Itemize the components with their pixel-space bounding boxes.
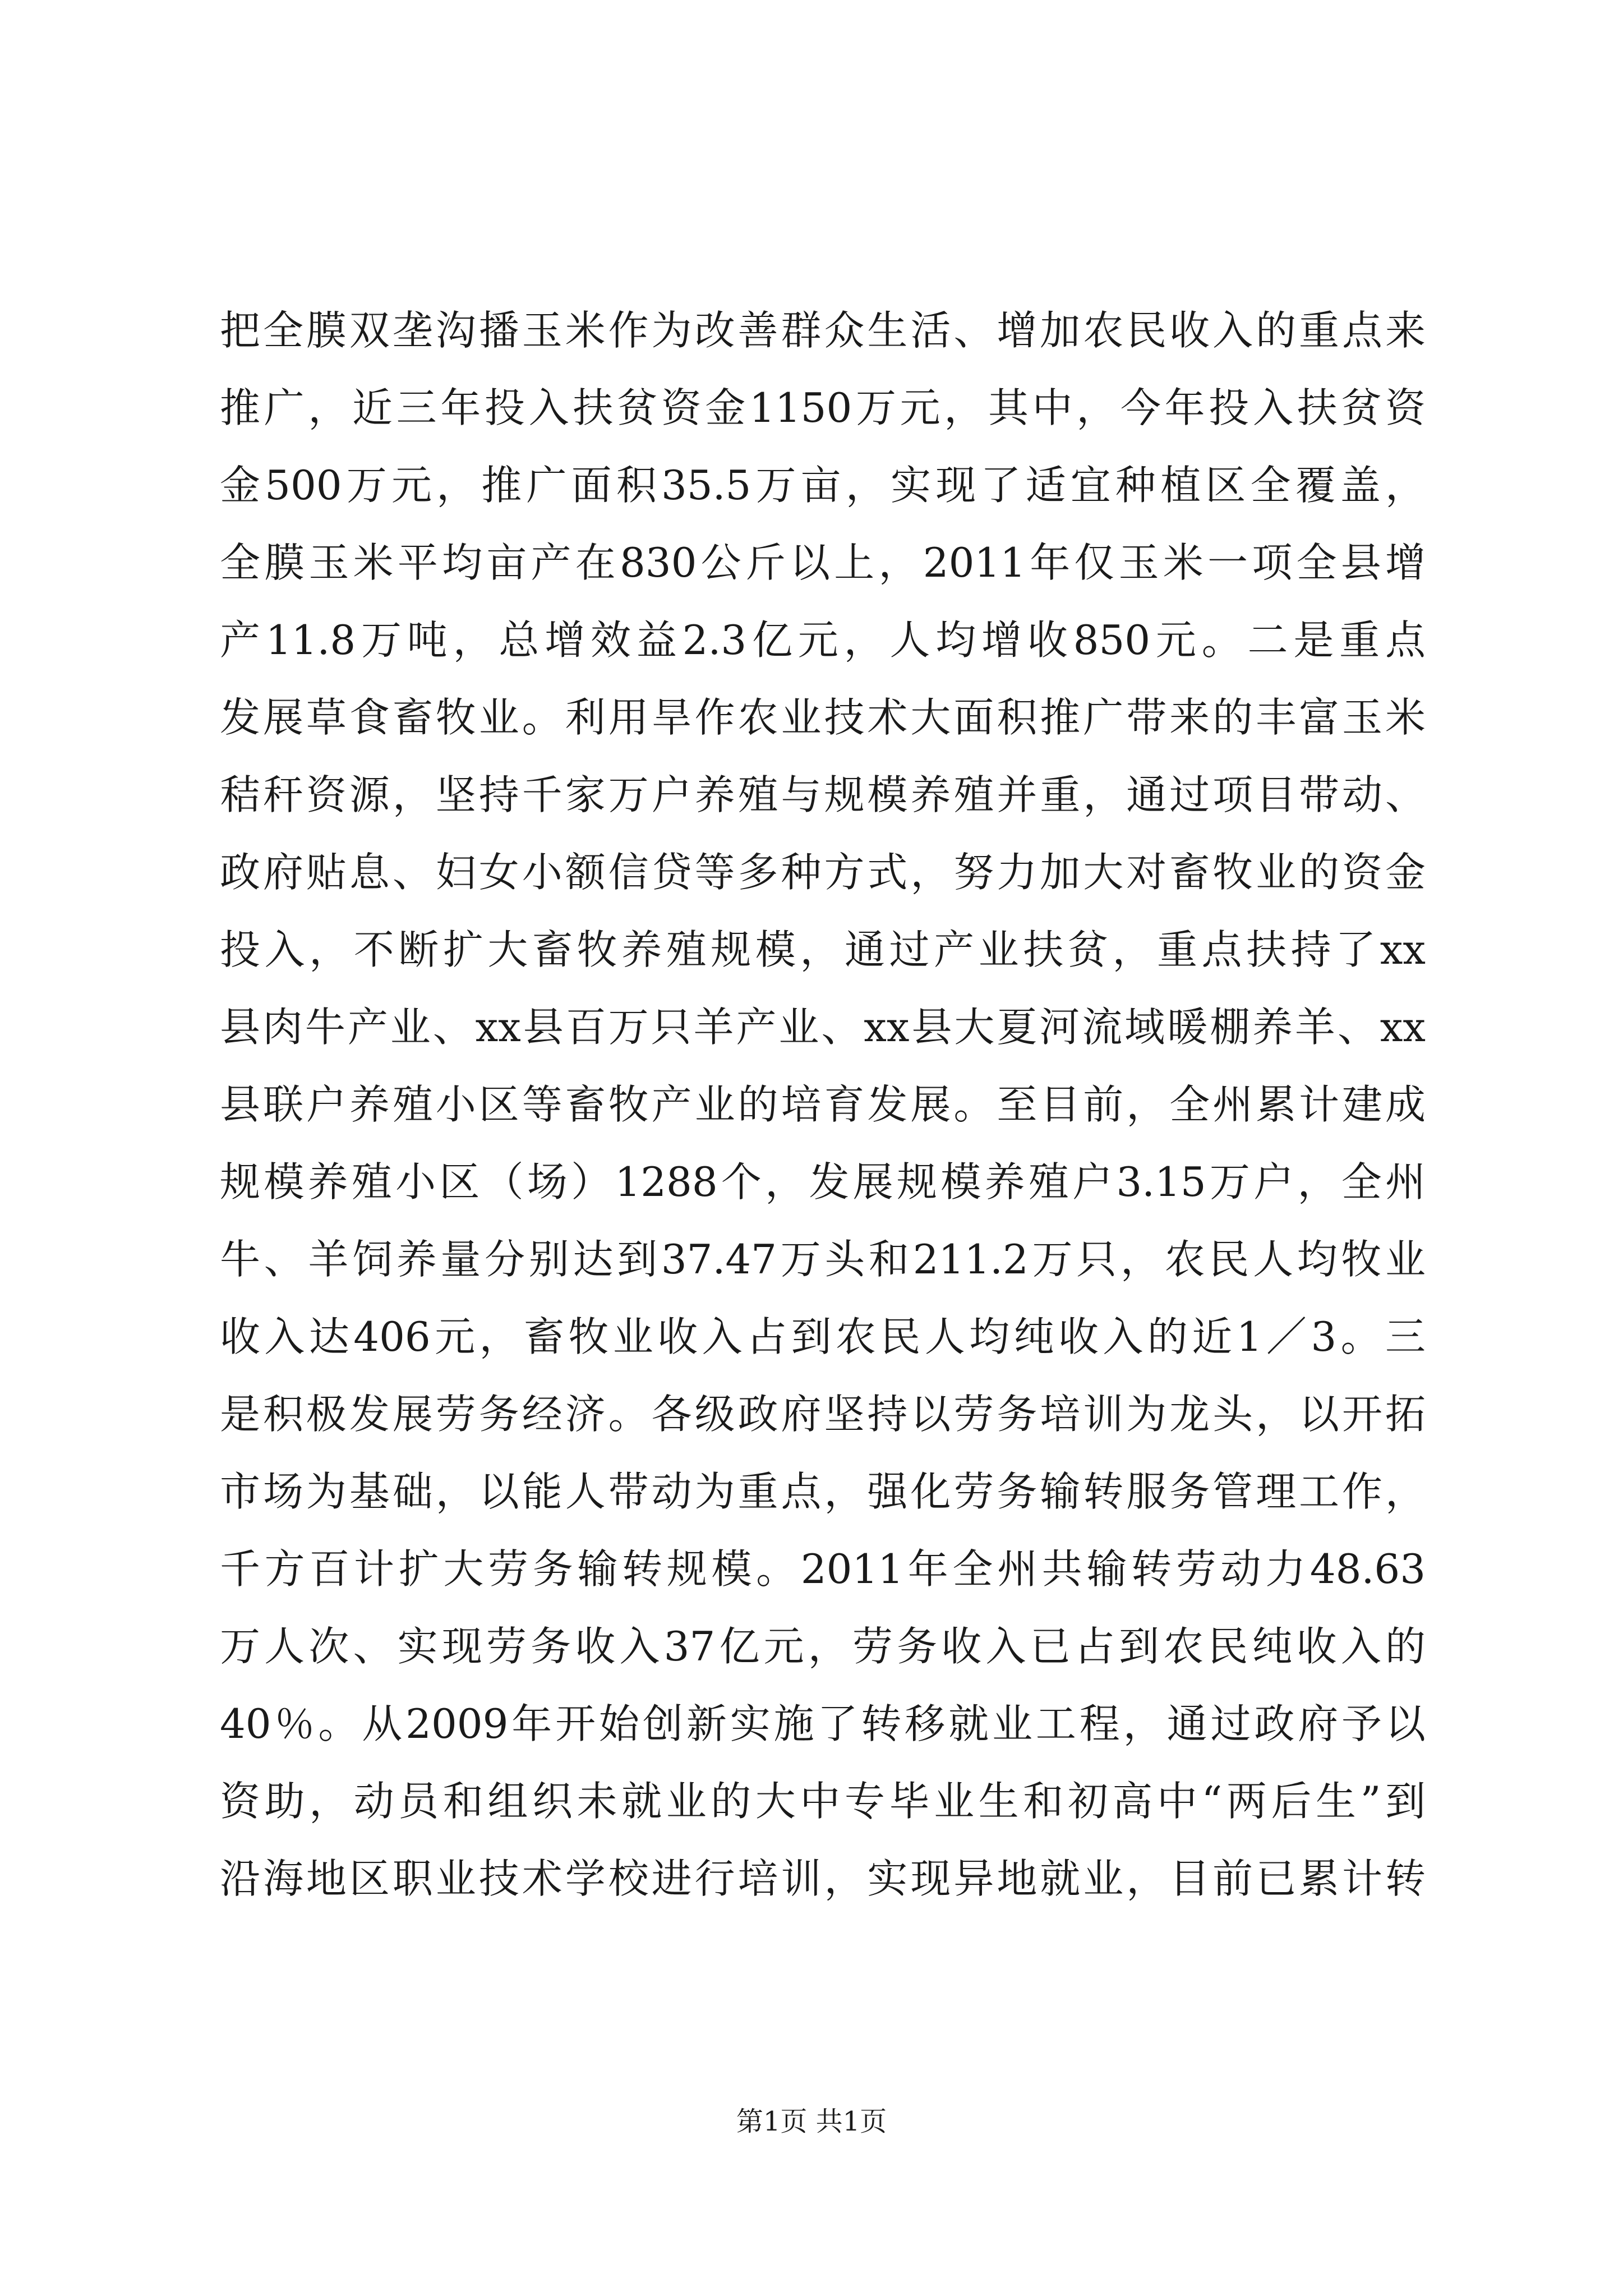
text-line: 40％。从2009年开始创新实施了转移就业工程，通过政府予以	[220, 1700, 1426, 1747]
text-line: 投入，不断扩大畜牧养殖规模，通过产业扶贫，重点扶持了xx	[220, 926, 1426, 973]
text-line: 金500万元，推广面积35.5万亩，实现了适宜种植区全覆盖，	[220, 462, 1426, 509]
text-line: 市场为基础，以能人带动为重点，强化劳务输转服务管理工作，	[220, 1468, 1426, 1515]
page-footer	[0, 2105, 1623, 2138]
text-line: 沿海地区职业技术学校进行培训，实现异地就业，目前已累计转	[220, 1855, 1426, 1902]
text-line: 万人次、实现劳务收入37亿元，劳务收入已占到农民纯收入的	[220, 1623, 1426, 1670]
text-line: 发展草食畜牧业。利用旱作农业技术大面积推广带来的丰富玉米	[220, 694, 1426, 741]
text-line: 资助，动员和组织未就业的大中专毕业生和初高中“两后生”到	[220, 1778, 1426, 1825]
text-line: 规模养殖小区（场）1288个，发展规模养殖户3.15万户，全州	[220, 1158, 1426, 1205]
text-line: 全膜玉米平均亩产在830公斤以上，2011年仅玉米一项全县增	[220, 539, 1426, 586]
body-text	[220, 292, 1426, 1917]
page-number-label: 第1页 共1页	[736, 2106, 887, 2137]
text-line: 把全膜双垄沟播玉米作为改善群众生活、增加农民收入的重点来	[220, 307, 1426, 354]
text-line: 县肉牛产业、xx县百万只羊产业、xx县大夏河流域暖棚养羊、xx	[220, 1004, 1426, 1051]
text-line: 秸秆资源，坚持千家万户养殖与规模养殖并重，通过项目带动、	[220, 771, 1426, 818]
text-line: 政府贴息、妇女小额信贷等多种方式，努力加大对畜牧业的资金	[220, 849, 1426, 896]
text-line: 推广，近三年投入扶贫资金1150万元，其中，今年投入扶贫资	[220, 384, 1426, 431]
text-line: 牛、羊饲养量分别达到37.47万头和211.2万只，农民人均牧业	[220, 1236, 1426, 1283]
text-line: 县联户养殖小区等畜牧产业的培育发展。至目前，全州累计建成	[220, 1081, 1426, 1128]
text-line: 千方百计扩大劳务输转规模。2011年全州共输转劳动力48.63	[220, 1545, 1426, 1593]
text-line: 产11.8万吨，总增效益2.3亿元，人均增收850元。二是重点	[220, 616, 1426, 664]
text-line: 收入达406元，畜牧业收入占到农民人均纯收入的近1／3。三	[220, 1313, 1426, 1360]
text-line: 是积极发展劳务经济。各级政府坚持以劳务培训为龙头，以开拓	[220, 1391, 1426, 1438]
